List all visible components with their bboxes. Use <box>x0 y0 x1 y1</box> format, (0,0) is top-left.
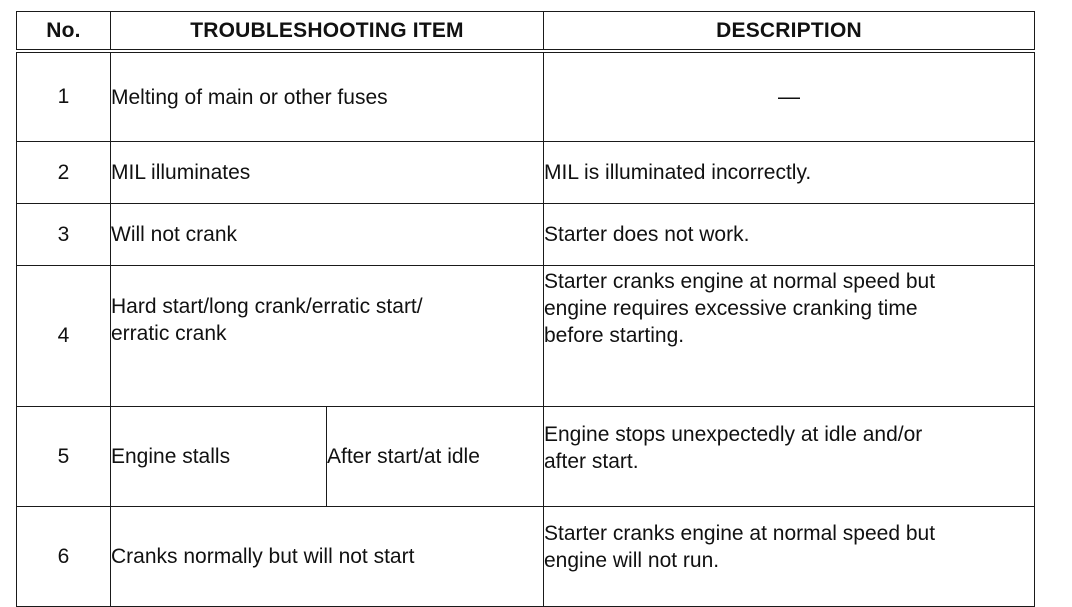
table-row <box>17 407 1035 507</box>
row-number: 6 <box>17 507 111 607</box>
header-no: No. <box>17 12 111 52</box>
description-line: engine will not run. <box>544 549 720 572</box>
troubleshooting-item <box>111 266 544 407</box>
description-line: before starting. <box>544 324 685 347</box>
item-line: Hard start/long crank/erratic start/ <box>111 295 423 318</box>
description-line: Starter cranks engine at normal speed but <box>544 270 936 293</box>
table-row <box>17 266 1035 407</box>
description-line: Starter cranks engine at normal speed but <box>544 522 936 545</box>
header-troubleshooting-item: TROUBLESHOOTING ITEM <box>111 12 544 52</box>
table-row <box>17 204 1035 266</box>
description <box>544 266 1035 407</box>
troubleshooting-item: Will not crank <box>111 204 544 266</box>
description: — <box>544 51 1035 142</box>
row-number: 5 <box>17 407 111 507</box>
table-row <box>17 142 1035 204</box>
description-line: engine requires excessive cranking time <box>544 297 918 320</box>
troubleshooting-item: MIL illuminates <box>111 142 544 204</box>
description: MIL is illuminated incorrectly. <box>544 142 1035 204</box>
table-row <box>17 51 1035 142</box>
row-number: 3 <box>17 204 111 266</box>
troubleshooting-item: Cranks normally but will not start <box>111 507 544 607</box>
table-row <box>17 507 1035 607</box>
troubleshooting-table <box>16 11 1035 607</box>
description: Starter does not work. <box>544 204 1035 266</box>
description <box>544 507 1035 607</box>
table-header-row <box>17 12 1035 52</box>
row-number: 2 <box>17 142 111 204</box>
description-line: Engine stops unexpectedly at idle and/or <box>544 423 923 446</box>
description <box>544 407 1035 507</box>
item-line: erratic crank <box>111 322 227 345</box>
troubleshooting-item: Melting of main or other fuses <box>111 51 544 142</box>
header-description: DESCRIPTION <box>544 12 1035 52</box>
troubleshooting-sub-item: After start/at idle <box>327 407 544 507</box>
row-number: 4 <box>17 266 111 407</box>
row-number: 1 <box>17 51 111 142</box>
troubleshooting-item: Engine stalls <box>111 407 327 507</box>
description-line: after start. <box>544 450 639 473</box>
